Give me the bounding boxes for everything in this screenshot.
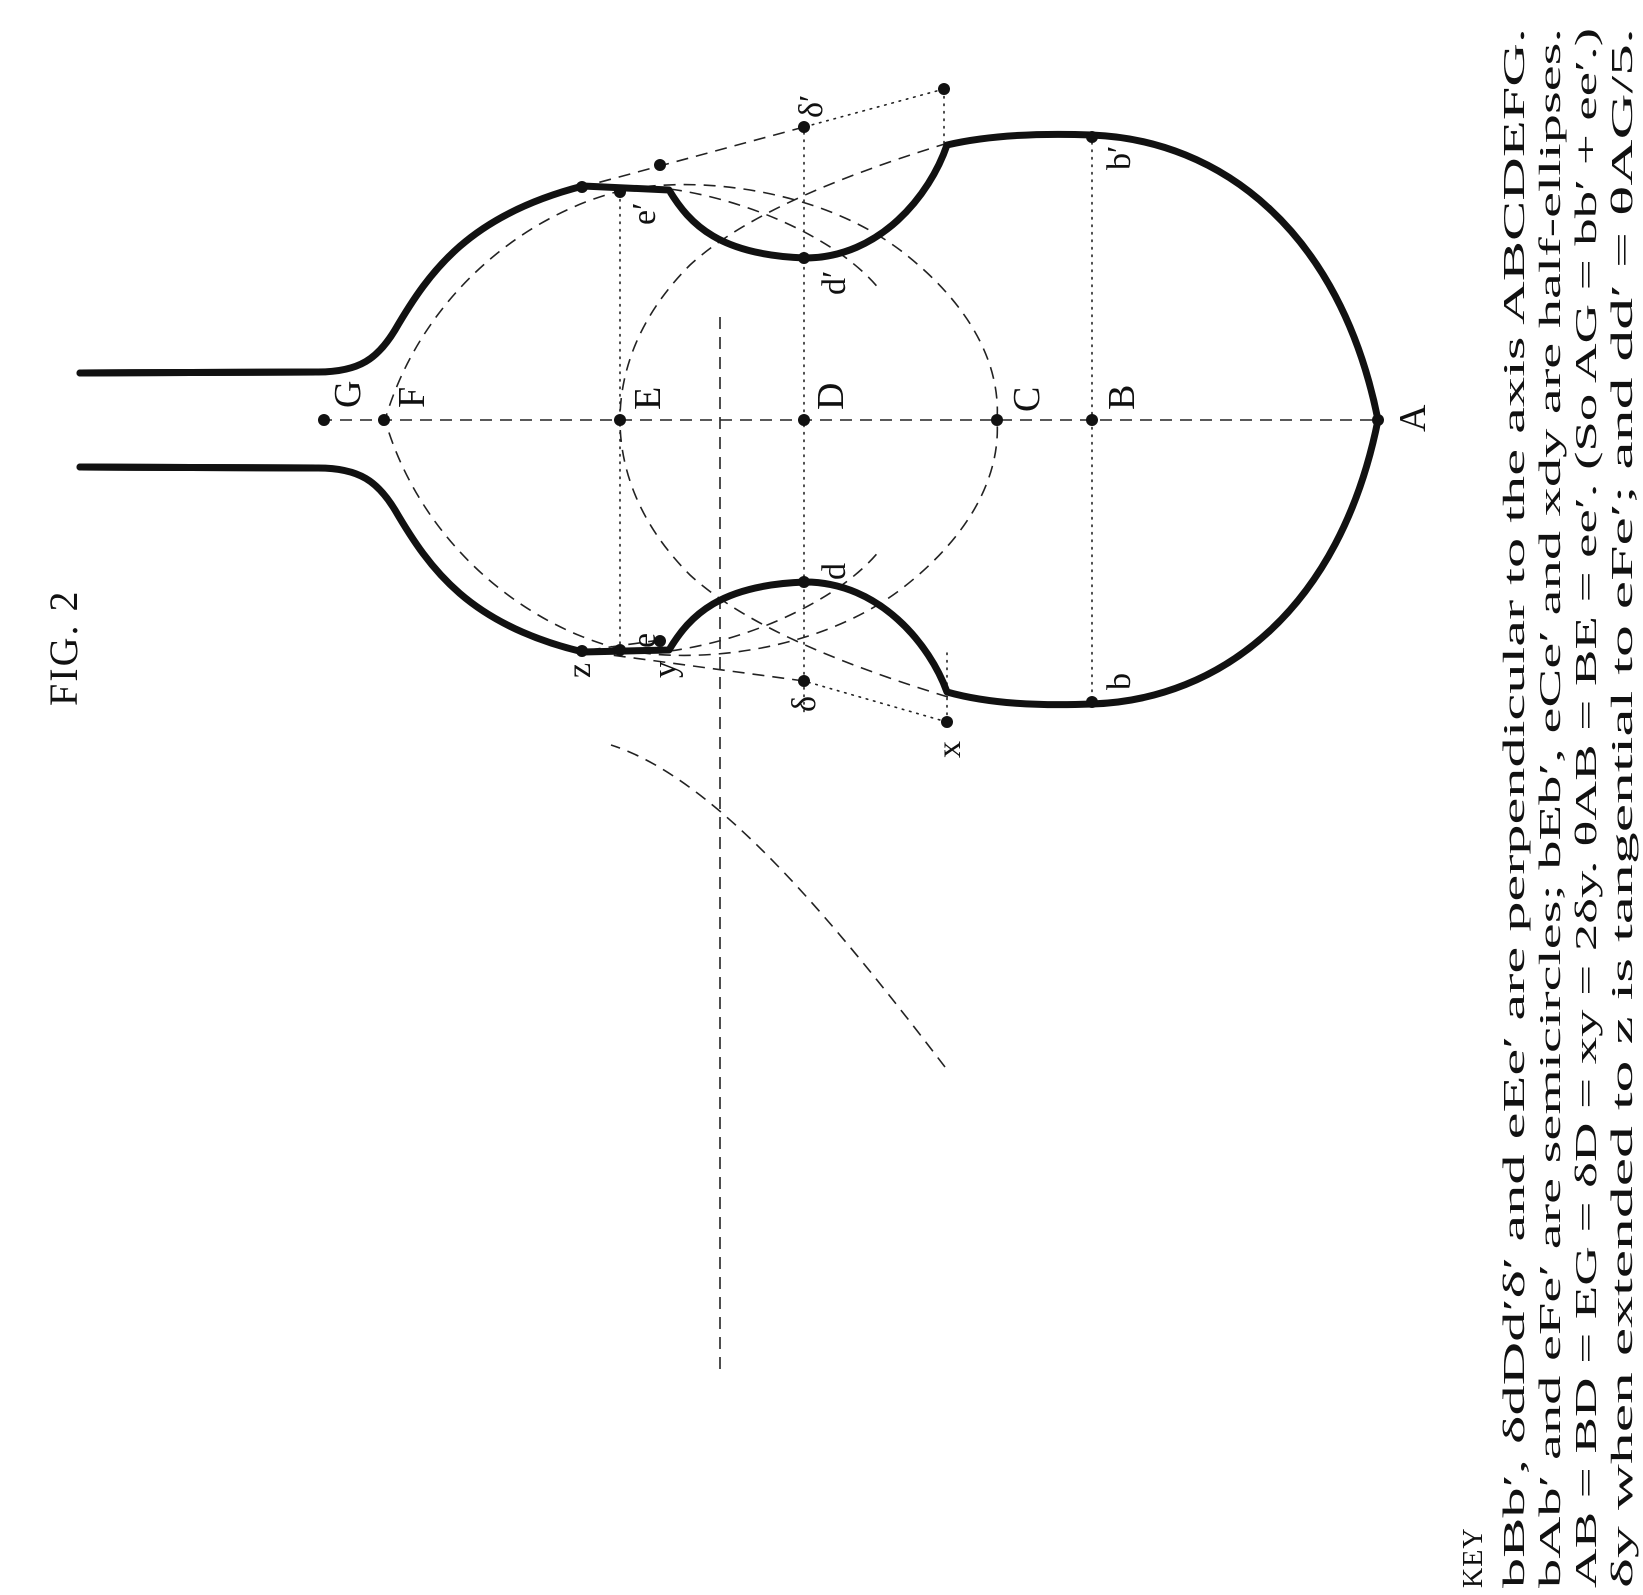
label-e-lower: e bbox=[626, 632, 663, 648]
label-g: G bbox=[327, 380, 369, 408]
point-c bbox=[991, 414, 1003, 426]
point-d-prime bbox=[798, 252, 810, 264]
point-x bbox=[941, 716, 953, 728]
label-b: B bbox=[1101, 384, 1143, 410]
label-z: z bbox=[561, 662, 598, 678]
label-b-prime: b′ bbox=[1101, 145, 1138, 170]
key-heading: KEY bbox=[1458, 1527, 1489, 1588]
half-ellipse-beb bbox=[611, 745, 945, 1067]
point-b bbox=[1086, 414, 1098, 426]
line-x-delta bbox=[804, 681, 947, 722]
line-deltaprime-yprime bbox=[582, 127, 804, 187]
point-e-prime bbox=[614, 186, 626, 198]
label-d-prime: d′ bbox=[816, 270, 853, 295]
key-block bbox=[1458, 28, 1639, 1588]
neck-lower bbox=[80, 467, 318, 468]
label-f: F bbox=[391, 386, 433, 408]
label-d: D bbox=[810, 382, 852, 410]
point-z-prime bbox=[576, 181, 588, 193]
point-delta bbox=[798, 675, 810, 687]
figure-title: FIG. 2 bbox=[41, 589, 86, 706]
label-d-lower: d bbox=[816, 563, 853, 580]
key-line-2: bAb′ and eFe′ are semicircles; bEb′, eCe′ and xdy are half-ellipses. bbox=[1532, 760, 1567, 1588]
point-d bbox=[798, 414, 810, 426]
point-z bbox=[576, 645, 588, 657]
rotated-figure bbox=[415, 190, 1025, 1388]
line-delta-y bbox=[582, 651, 804, 681]
key-line-3: AB = BD = EG = δD = xy = 2δy. θAB = BE = ee′. (So AG = bb′ + ee′.) bbox=[1568, 705, 1603, 1588]
label-e: E bbox=[627, 386, 669, 410]
label-y: y bbox=[647, 661, 684, 678]
point-b-lower bbox=[1086, 696, 1098, 708]
point-y-prime bbox=[654, 159, 666, 171]
point-a bbox=[1372, 414, 1384, 426]
key-line-4: δy when extended to z is tangential to eFe′; and dd′ = θAG/5. bbox=[1604, 829, 1639, 1588]
label-e-prime: e′ bbox=[626, 202, 663, 225]
label-b-lower: b bbox=[1101, 673, 1138, 690]
label-a: A bbox=[1392, 404, 1434, 432]
label-c: C bbox=[1006, 386, 1048, 412]
key-line-1: bBb′, δdDd′δ′ and eEe′ are perpendicular to the axis ABCDEFG. bbox=[1496, 786, 1531, 1588]
point-delta-prime bbox=[798, 121, 810, 133]
point-d-lower bbox=[798, 576, 810, 588]
label-delta-prime: δ′ bbox=[793, 94, 830, 118]
label-delta: δ bbox=[786, 695, 823, 712]
point-e bbox=[614, 414, 626, 426]
point-e-lower bbox=[614, 644, 626, 656]
point-g bbox=[318, 414, 330, 426]
label-x: x bbox=[931, 741, 968, 758]
point-f bbox=[378, 414, 390, 426]
point-labels bbox=[327, 95, 1434, 758]
point-b-prime bbox=[1086, 131, 1098, 143]
neck-upper bbox=[80, 372, 318, 373]
point-x-prime bbox=[938, 83, 950, 95]
